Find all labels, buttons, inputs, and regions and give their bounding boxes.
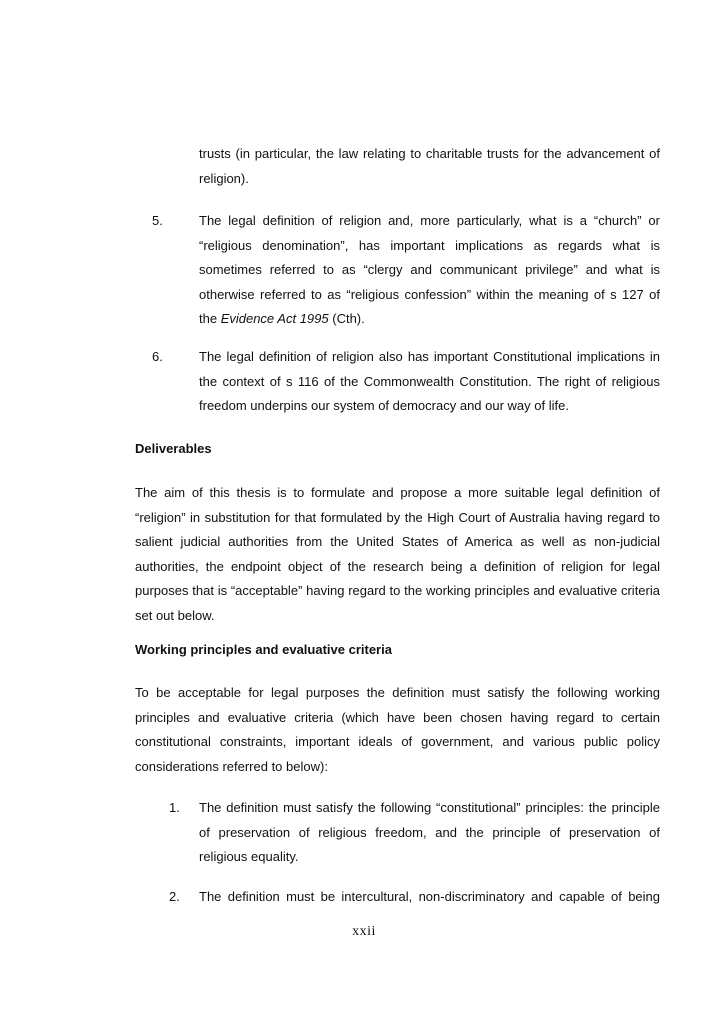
deliverables-paragraph: The aim of this thesis is to formulate and propose a more suitable legal definition of “religion” in substitution for that formulated by the High Court of Australia having regard to salient judicial authorities from the United States of America as well as non-judicial authorities, the endpoint object of the research being a definition of religion for legal purposes that is “acceptable” having regard to the working principles and evaluative criteria set out below. (135, 485, 660, 623)
item-6-paragraph: The legal definition of religion also has important Constitutional implications in the context of s 116 of the Commonwealth Constitution. The right of religious freedom underpins our system of democracy and our way of life. (199, 349, 660, 413)
item-5-text-end: (Cth). (328, 311, 365, 326)
deliverables-heading: Deliverables (135, 441, 212, 456)
criteria-2-paragraph: The definition must be intercultural, non-discriminatory and capable of being (199, 889, 660, 904)
item-6-number: 6. (152, 349, 163, 364)
criteria-1-paragraph: The definition must satisfy the following “constitutional” principles: the principle of preservation of religious freedom, and the principle of preservation of religious equality. (199, 800, 660, 864)
item-5-number: 5. (152, 213, 163, 228)
criteria-2-number: 2. (169, 889, 180, 904)
criteria-1-number: 1. (169, 800, 180, 815)
page-number: xxii (352, 924, 376, 939)
working-principles-paragraph: To be acceptable for legal purposes the definition must satisfy the following working principles and evaluative criteria (which have been chosen having regard to certain constitutional constraints, important ideals of government, and various public policy considerations referred to below): (135, 685, 660, 774)
item-5-paragraph (199, 209, 660, 332)
item-5-act-name: Evidence Act 1995 (220, 311, 329, 326)
item-5-text: The legal definition of religion and, more particularly, what is a “church” or “religious denomination”, has important implications as regards what is sometimes referred to as “clergy and communicant privilege” and what is otherwise referred to as “religious confession” within the meaning of s 127 of the (199, 213, 660, 326)
trusts-continuation-paragraph: trusts (in particular, the law relating to charitable trusts for the advancement of religion). (199, 146, 660, 186)
working-principles-heading: Working principles and evaluative criteria (135, 642, 392, 657)
